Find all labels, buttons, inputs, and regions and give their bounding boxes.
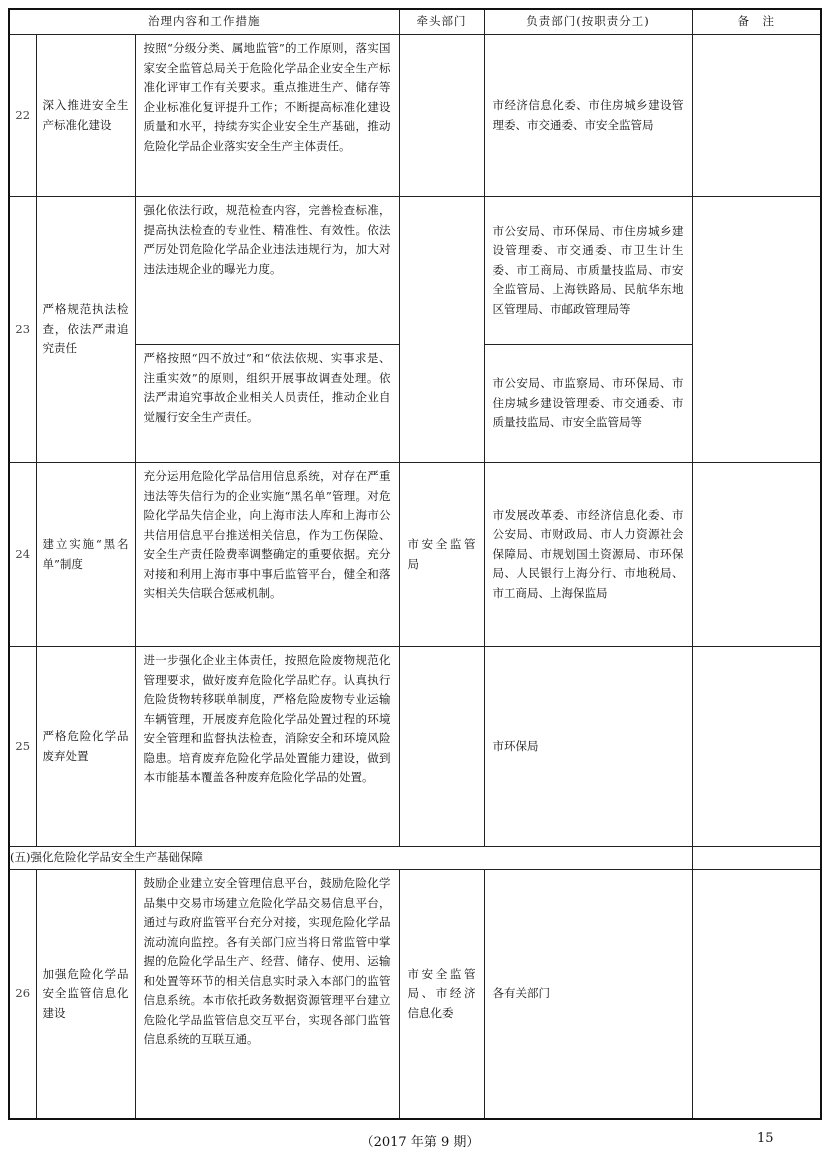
row-remarks — [692, 647, 821, 847]
row-measures: 鼓励企业建立安全管理信息平台，鼓励危险化学品集中交易市场建立危险化学品交易信息平台，通过与政府监管平台充分对接，实现危险化学品流动流向监控。各有关部门应当将日常监管中掌握的危险化学品生产、经营、储存、使用、运输和处置等环节的相关信息实时录入本部门的监管信息系统。本市依托政务数据资源管理平台建立危险化学品监管信息交互平台，实现各部门监管信息系统的互联互通。 — [135, 870, 399, 1120]
row-responsible: 市发展改革委、市经济信息化委、市公安局、市财政局、市人力资源社会保障局、市规划国土资源局、市环保局、人民银行上海分行、市地税局、市工商局、上海保监局 — [484, 463, 692, 647]
measures-table — [8, 8, 822, 1120]
row-item: 严格危险化学品废弃处置 — [36, 647, 135, 847]
row-number: 25 — [9, 647, 36, 847]
row-responsible: 市公安局、市环保局、市住房城乡建设管理委、市交通委、市卫生计生委、市工商局、市质量技监局、市安全监管局、上海铁路局、民航华东地区管理局、市邮政管理局等 — [484, 197, 692, 345]
header-responsible: 负责部门(按职责分工) — [484, 9, 692, 35]
table-header — [9, 9, 821, 35]
row-item: 建立实施“黑名单”制度 — [36, 463, 135, 647]
row-responsible: 市经济信息化委、市住房城乡建设管理委、市交通委、市安全监管局 — [484, 35, 692, 197]
header-lead: 牵头部门 — [399, 9, 484, 35]
header-measures: 治理内容和工作措施 — [9, 9, 399, 35]
header-remarks: 备 注 — [692, 9, 821, 35]
row-number: 24 — [9, 463, 36, 647]
section-remarks — [692, 847, 821, 870]
row-lead — [399, 35, 484, 197]
table-row — [9, 870, 821, 1120]
row-lead: 市安全监管局 — [399, 463, 484, 647]
row-responsible: 市环保局 — [484, 647, 692, 847]
row-item: 严格规范执法检查，依法严肃追究责任 — [36, 197, 135, 463]
table-row — [9, 35, 821, 197]
row-measures-2: 严格按照“四不放过”和“依法依规、实事求是、注重实效”的原则，组织开展事故调查处理。依法严肃追究事故企业相关人员责任，推动企业自觉履行安全生产责任。 — [135, 345, 399, 463]
section-row — [9, 847, 821, 870]
issue-label: （2017 年第 9 期） — [360, 1135, 480, 1150]
page-footer — [0, 1131, 827, 1153]
section-title: (五)强化危险化学品安全生产基础保障 — [9, 847, 692, 870]
row-measures: 进一步强化企业主体责任，按照危险废物规范化管理要求，做好废弃危险化学品贮存。认真执行危险货物转移联单制度，严格危险废物专业运输车辆管理，开展废弃危险化学品处置过程的环境安全管理和监督执法检查，消除安全和环境风险隐患。培育废弃危险化学品处置能力建设，做到本市能基本覆盖各种废弃危险化学品的处置。 — [135, 647, 399, 847]
row-remarks — [692, 870, 821, 1120]
row-number: 22 — [9, 35, 36, 197]
row-remarks — [692, 463, 821, 647]
row-remarks — [692, 35, 821, 197]
table-row — [9, 647, 821, 847]
row-number: 26 — [9, 870, 36, 1120]
page-number: 15 — [757, 1131, 774, 1146]
row-lead: 市安全监管局、市经济信息化委 — [399, 870, 484, 1120]
row-item: 加强危险化学品安全监管信息化建设 — [36, 870, 135, 1120]
row-responsible-2: 市公安局、市监察局、市环保局、市住房城乡建设管理委、市交通委、市质量技监局、市安全监管局等 — [484, 345, 692, 463]
row-measures: 按照“分级分类、属地监管”的工作原则，落实国家安全监管总局关于危险化学品企业安全生产标准化评审工作有关要求。重点推进生产、储存等企业标准化复评提升工作；不断提高标准化建设质量和水平，持续夯实企业安全生产基础，推动危险化学品企业落实安全生产主体责任。 — [135, 35, 399, 197]
table-row — [9, 463, 821, 647]
row-remarks — [692, 197, 821, 463]
row-number: 23 — [9, 197, 36, 463]
row-lead — [399, 647, 484, 847]
row-lead — [399, 197, 484, 463]
row-item: 深入推进安全生产标准化建设 — [36, 35, 135, 197]
row-measures: 充分运用危险化学品信用信息系统，对存在严重违法等失信行为的企业实施“黑名单”管理。对危险化学品失信企业，向上海市法人库和上海市公共信用信息平台推送相关信息，作为工伤保险、安全生产责任险费率调整确定的重要依据。充分对接和利用上海市事中事后监管平台，健全和落实相关失信联合惩戒机制。 — [135, 463, 399, 647]
row-responsible: 各有关部门 — [484, 870, 692, 1120]
row-measures: 强化依法行政，规范检查内容，完善检查标准，提高执法检查的专业性、精准性、有效性。依法严厉处罚危险化学品企业违法违规行为，加大对违法违规企业的曝光力度。 — [135, 197, 399, 345]
table-row — [9, 197, 821, 345]
